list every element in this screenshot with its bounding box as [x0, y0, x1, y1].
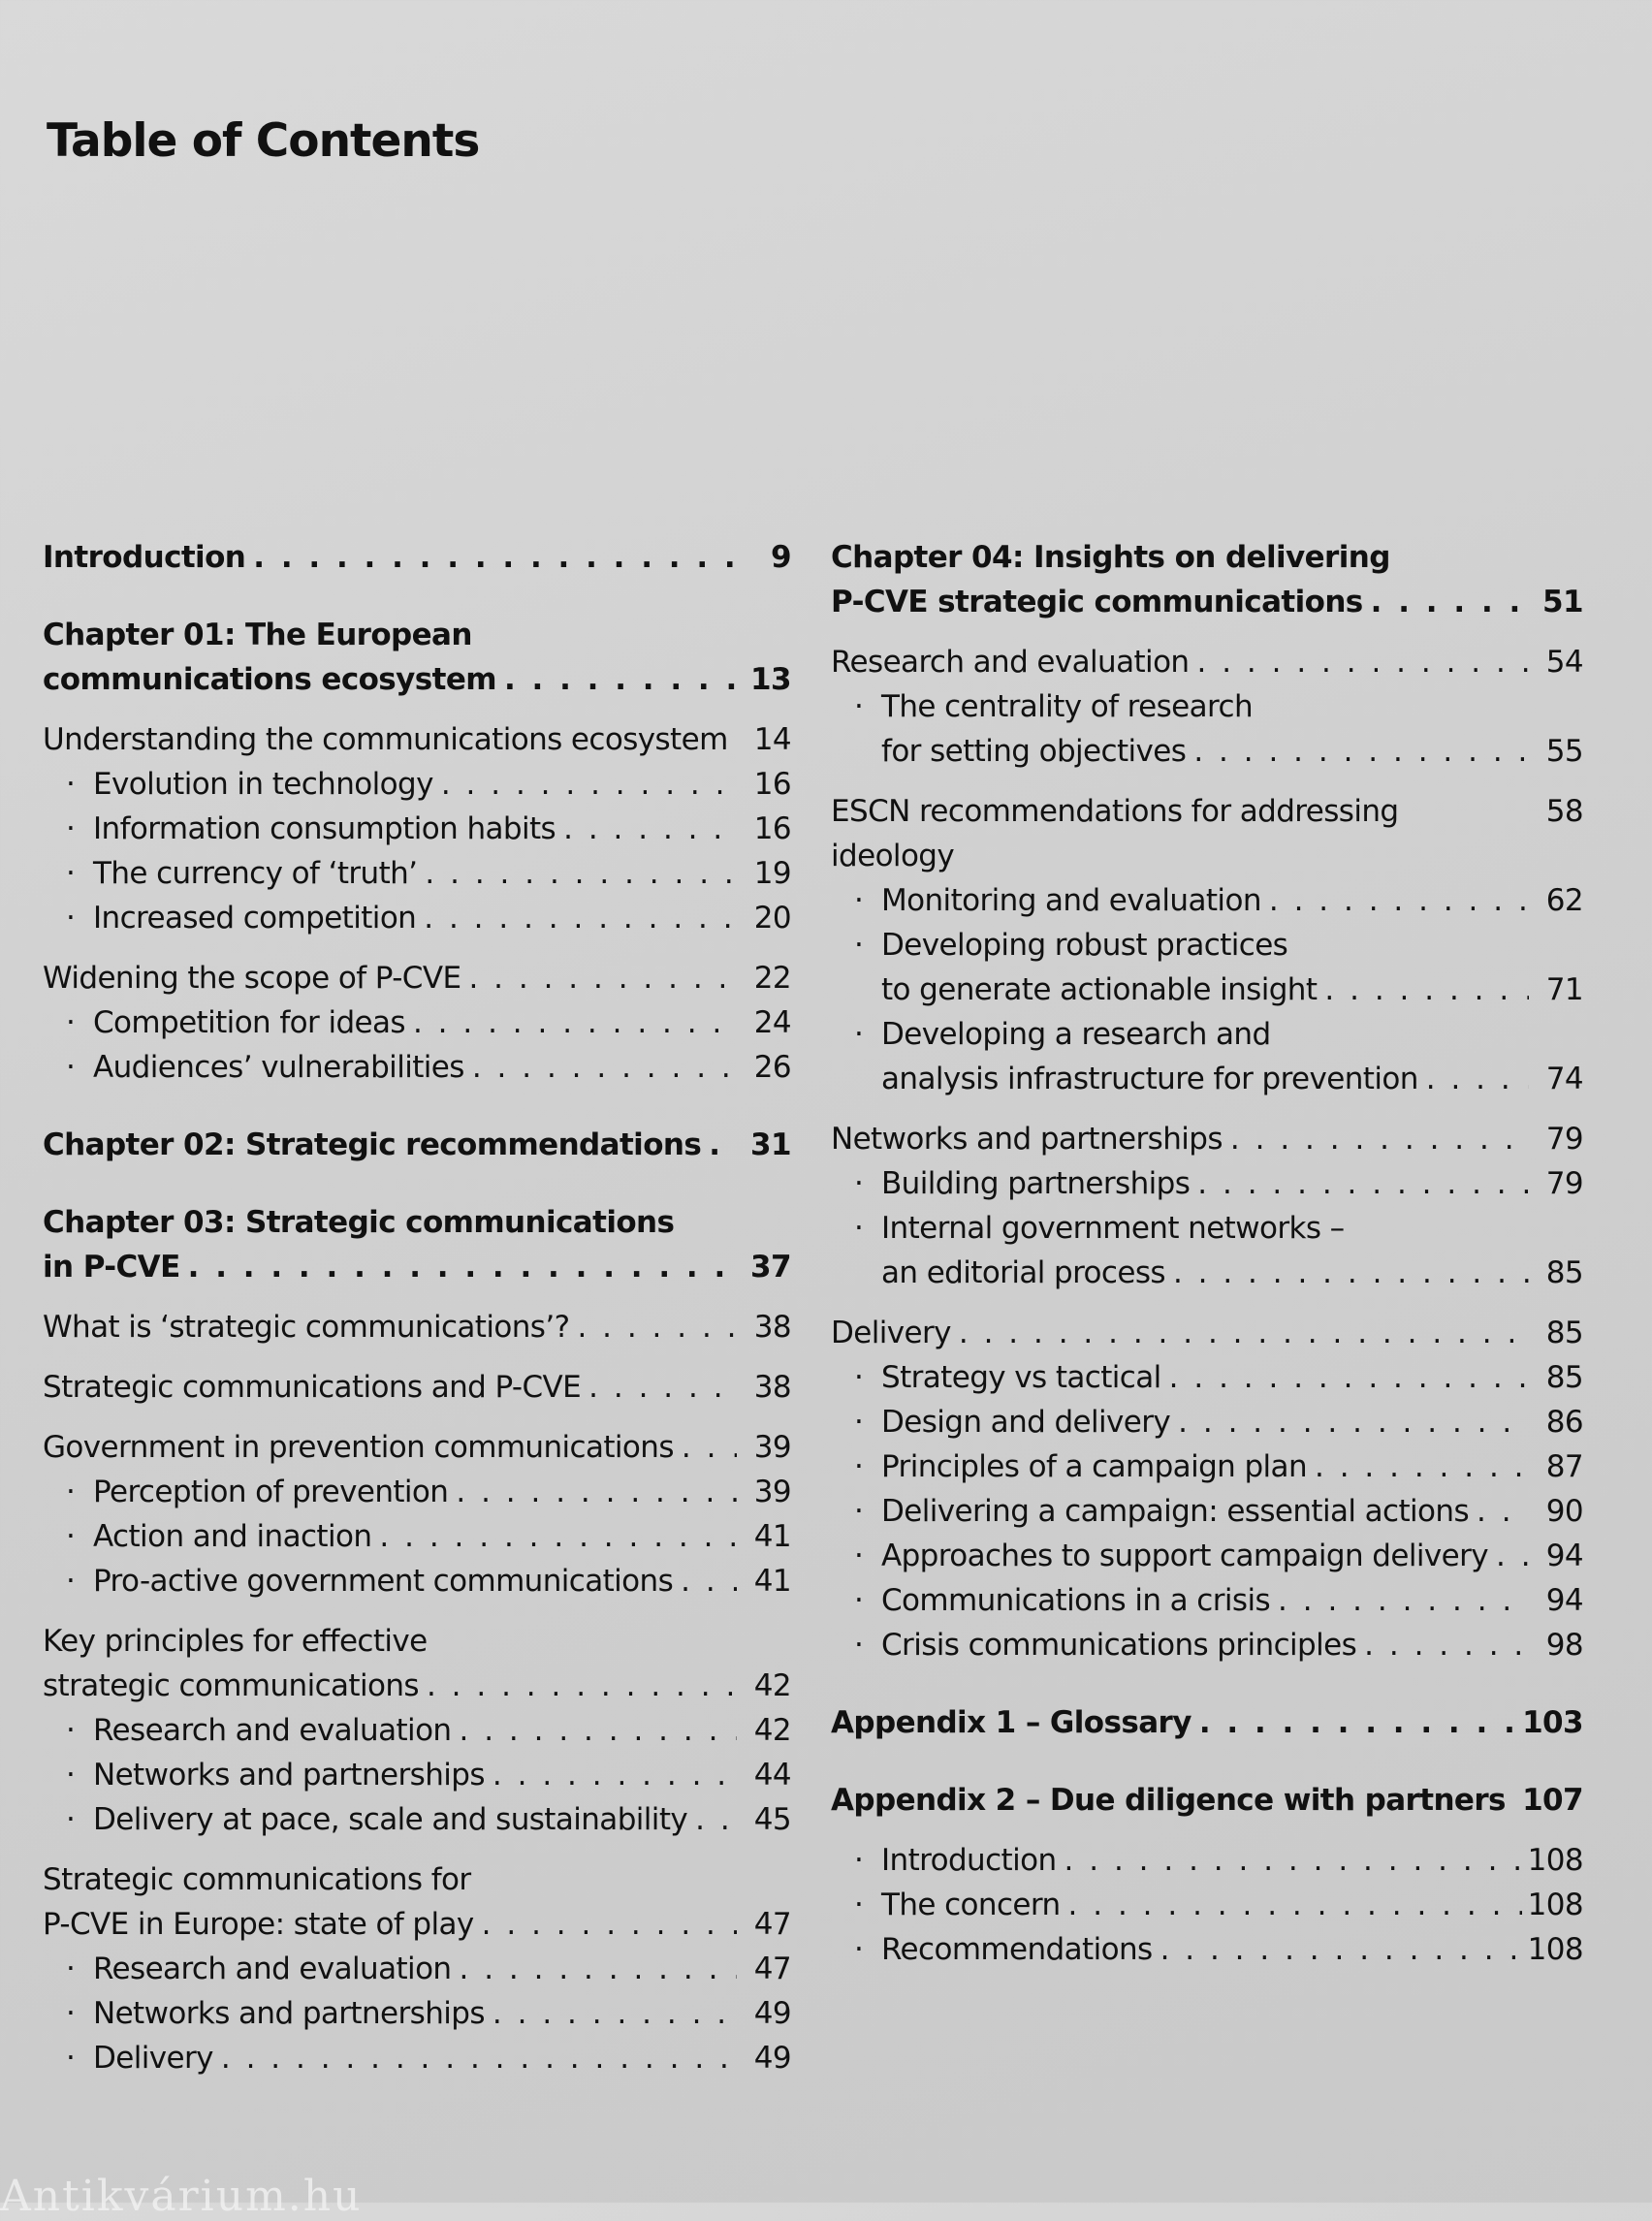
dot-leader	[1315, 1444, 1529, 1489]
dot-leader	[492, 1991, 737, 2036]
dot-leader	[1364, 1623, 1529, 1667]
page-number: 42	[753, 1668, 791, 1703]
toc-entry-networks-and-partnerships[interactable]	[43, 1991, 791, 2036]
page-number: 13	[750, 662, 791, 697]
page-number: 98	[1545, 1628, 1583, 1663]
dot-leader	[1199, 1700, 1516, 1745]
toc-entry-strategy-vs-tactical[interactable]	[831, 1355, 1583, 1400]
toc-entry-title: · Recommendations	[881, 1932, 1153, 1967]
toc-entry-appendix-1-glossary[interactable]	[831, 1700, 1583, 1745]
toc-entry-recommendations[interactable]	[831, 1927, 1583, 1972]
dot-leader	[681, 1559, 737, 1603]
toc-entry-introduction[interactable]	[831, 1838, 1583, 1883]
page-number: 39	[753, 1475, 791, 1509]
toc-entry-title: Research and evaluation	[831, 645, 1190, 680]
dot-leader	[1064, 1838, 1522, 1883]
toc-entry-title: Appendix 2 – Due diligence with partners	[831, 1783, 1506, 1818]
page-number: 37	[750, 1250, 791, 1285]
page-number: 86	[1545, 1405, 1583, 1440]
dot-leader	[1230, 1117, 1529, 1161]
toc-entry-title: · Principles of a campaign plan	[881, 1449, 1308, 1484]
dot-leader	[1173, 1251, 1529, 1295]
dot-leader	[1426, 1057, 1529, 1101]
page-number: 14	[753, 722, 791, 757]
toc-entry-chapter-01-the-european-communications-ecosystem[interactable]	[43, 613, 791, 702]
page-number: 107	[1522, 1783, 1583, 1818]
toc-entry-what-is-strategic-communications[interactable]	[43, 1305, 791, 1349]
dot-leader	[504, 657, 737, 702]
toc-entry-the-currency-of-truth[interactable]	[43, 851, 791, 896]
page-number: 90	[1545, 1494, 1583, 1529]
dot-leader	[1371, 580, 1529, 624]
toc-entry-audiences-vulnerabilities[interactable]	[43, 1045, 791, 1090]
toc-entry-title: Key principles for effective	[43, 1624, 428, 1659]
toc-entry-the-centrality-of-research-for-setting-objectives[interactable]	[831, 684, 1583, 774]
dot-leader	[221, 2036, 737, 2080]
page-number: 22	[753, 961, 791, 996]
dot-leader	[459, 1708, 737, 1753]
watermark: Antikvárium.hu	[0, 2172, 363, 2221]
toc-entry-action-and-inaction[interactable]	[43, 1514, 791, 1559]
page-number: 19	[753, 856, 791, 891]
page-number: 41	[753, 1564, 791, 1599]
toc-entry-title: Chapter 04: Insights on delivering	[831, 540, 1390, 575]
toc-entry-title: Chapter 01: The European	[43, 618, 472, 652]
toc-entry-title: · Crisis communications principles	[881, 1628, 1357, 1663]
toc-entry-communications-in-a-crisis[interactable]	[831, 1578, 1583, 1623]
toc-entry-title: · Networks and partnerships	[93, 1996, 485, 2031]
dot-leader	[1196, 640, 1529, 684]
toc-entry-title: ESCN recommendations for addressing ideology	[831, 794, 1399, 873]
page-number: 47	[753, 1951, 791, 1986]
dot-leader	[379, 1514, 737, 1559]
toc-entry-title: · Research and evaluation	[93, 1951, 452, 1986]
page-number: 71	[1545, 972, 1583, 1007]
toc-entry-approaches-to-support-campaign-delivery[interactable]	[831, 1534, 1583, 1578]
toc-entry-networks-and-partnerships[interactable]	[43, 1753, 791, 1797]
dot-leader	[1324, 968, 1529, 1012]
toc-entry-title: P-CVE strategic communications	[831, 585, 1363, 619]
toc-entry-title: · Pro-active government communications	[93, 1564, 674, 1599]
toc-entry-title: Networks and partnerships	[831, 1122, 1223, 1157]
toc-right-column	[831, 535, 1583, 1972]
toc-entry-key-principles-for-effective-strategic-communications[interactable]	[43, 1619, 791, 1708]
page-number: 51	[1542, 585, 1583, 619]
dot-leader	[456, 1470, 737, 1514]
toc-entry-title: · Networks and partnerships	[93, 1758, 485, 1793]
dot-leader	[682, 1425, 737, 1470]
page-title: Table of Contents	[47, 114, 480, 168]
toc-entry-title: · Competition for ideas	[93, 1005, 405, 1040]
toc-entry-title: · The centrality of research	[881, 689, 1253, 724]
toc-entry-title: Chapter 03: Strategic communications	[43, 1205, 675, 1240]
toc-entry-title: · Design and delivery	[881, 1405, 1171, 1440]
toc-entry-design-and-delivery[interactable]	[831, 1400, 1583, 1444]
page-number: 49	[753, 2041, 791, 2076]
toc-entry-title: Introduction	[43, 540, 246, 575]
dot-leader	[413, 1000, 737, 1045]
dot-leader	[424, 896, 737, 940]
toc-entry-title: · Action and inaction	[93, 1519, 372, 1554]
toc-entry-delivering-a-campaign-essential-actions[interactable]	[831, 1489, 1583, 1534]
toc-entry-government-in-prevention-communications[interactable]	[43, 1425, 791, 1470]
page-number: 38	[753, 1310, 791, 1345]
toc-left-column	[43, 535, 791, 2080]
toc-entry-title: · The concern	[881, 1888, 1061, 1922]
toc-entry-title: for setting objectives	[881, 734, 1187, 769]
dot-leader	[188, 1245, 737, 1289]
toc-entry-developing-robust-practices-to-generate-actionable-insight[interactable]	[831, 923, 1583, 1012]
toc-entry-title: · Audiences’ vulnerabilities	[93, 1050, 464, 1085]
toc-entry-title: in P-CVE	[43, 1250, 180, 1285]
toc-entry-title: Appendix 1 – Glossary	[831, 1705, 1191, 1740]
toc-entry-title: Understanding the communications ecosystem	[43, 722, 728, 757]
dot-leader	[709, 1123, 737, 1167]
toc-entry-title: · Increased competition	[93, 901, 417, 936]
toc-entry-title: · Delivering a campaign: essential actions	[881, 1494, 1470, 1529]
toc-entry-title: analysis infrastructure for prevention	[881, 1062, 1418, 1096]
page-number: 108	[1527, 1932, 1583, 1967]
dot-leader	[577, 1305, 737, 1349]
dot-leader	[482, 1902, 737, 1947]
toc-entry-strategic-communications-for-p-cve-in-europe-state-of-play[interactable]	[43, 1857, 791, 1947]
page-number: 85	[1545, 1316, 1583, 1350]
page-number: 24	[753, 1005, 791, 1040]
toc-entry-strategic-communications-and-p-cve[interactable]	[43, 1365, 791, 1410]
dot-leader	[959, 1311, 1529, 1355]
page-number: 9	[771, 540, 791, 575]
dot-leader	[253, 535, 737, 580]
toc-entry-information-consumption-habits[interactable]	[43, 807, 791, 851]
dot-leader	[427, 1664, 737, 1708]
toc-entry-title: Government in prevention communications	[43, 1430, 674, 1465]
toc-entry-title: Widening the scope of P-CVE	[43, 961, 461, 996]
toc-entry-title: · Developing robust practices	[881, 928, 1288, 963]
toc-entry-title: · Delivery	[93, 2041, 213, 2076]
toc-entry-research-and-evaluation[interactable]	[43, 1708, 791, 1753]
page-number: 87	[1545, 1449, 1583, 1484]
dot-leader	[1197, 1161, 1529, 1206]
toc-entry-title: What is ‘strategic communications’?	[43, 1310, 570, 1345]
toc-entry-perception-of-prevention[interactable]	[43, 1470, 791, 1514]
toc-entry-title: · Evolution in technology	[93, 767, 433, 802]
dot-leader	[472, 1045, 737, 1090]
toc-entry-pro-active-government-communications[interactable]	[43, 1559, 791, 1603]
toc-entry-title: · Delivery at pace, scale and sustainability	[93, 1802, 688, 1837]
toc-entry-title: · Research and evaluation	[93, 1713, 452, 1748]
toc-entry-title: · Building partnerships	[881, 1166, 1191, 1201]
toc-entry-title: to generate actionable insight	[881, 972, 1318, 1007]
page-number: 16	[753, 767, 791, 802]
page-number: 103	[1522, 1705, 1583, 1740]
page-number: 39	[753, 1430, 791, 1465]
dot-leader	[1068, 1883, 1522, 1927]
toc-entry-introduction[interactable]	[43, 535, 791, 580]
page-number: 79	[1545, 1122, 1583, 1157]
toc-entry-research-and-evaluation[interactable]	[831, 640, 1583, 684]
toc-entry-chapter-04-insights-on-delivering-p-cve-strategic-communications[interactable]	[831, 535, 1583, 624]
page-number: 20	[753, 901, 791, 936]
dot-leader	[563, 807, 737, 851]
page-number: 47	[753, 1907, 791, 1942]
toc-entry-title: P-CVE in Europe: state of play	[43, 1907, 474, 1942]
toc-entry-title: an editorial process	[881, 1255, 1165, 1290]
page-number: 108	[1527, 1888, 1583, 1922]
dot-leader	[1278, 1578, 1529, 1623]
page-number: 55	[1545, 734, 1583, 769]
toc-entry-title: · Introduction	[881, 1843, 1057, 1878]
toc-entry-building-partnerships[interactable]	[831, 1161, 1583, 1206]
toc-entry-delivery[interactable]	[43, 2036, 791, 2080]
toc-entry-title: · Perception of prevention	[93, 1475, 449, 1509]
toc-entry-widening-the-scope-of-p-cve[interactable]	[43, 956, 791, 1000]
toc-entry-title: · Internal government networks –	[881, 1211, 1345, 1246]
dot-leader	[588, 1365, 737, 1410]
toc-entry-title: Strategic communications and P-CVE	[43, 1370, 582, 1405]
dot-leader	[1160, 1927, 1522, 1972]
toc-entry-title: · Information consumption habits	[93, 811, 556, 846]
toc-entry-title: · Communications in a crisis	[881, 1583, 1271, 1618]
toc-entry-internal-government-networks-an-editorial-process[interactable]	[831, 1206, 1583, 1295]
toc-entry-appendix-2-due-diligence-with-partners[interactable]	[831, 1778, 1583, 1823]
toc-entry-delivery-at-pace-scale-and-sustainability[interactable]	[43, 1797, 791, 1842]
page-number: 41	[753, 1519, 791, 1554]
toc-entry-principles-of-a-campaign-plan[interactable]	[831, 1444, 1583, 1489]
page-number: 62	[1545, 883, 1583, 918]
toc-entry-delivery[interactable]	[831, 1311, 1583, 1355]
toc-entry-monitoring-and-evaluation[interactable]	[831, 878, 1583, 923]
toc-entry-evolution-in-technology[interactable]	[43, 762, 791, 807]
dot-leader	[1269, 878, 1529, 923]
dot-leader	[695, 1797, 737, 1842]
page-number: 74	[1545, 1062, 1583, 1096]
toc-entry-chapter-02-strategic-recommendations[interactable]	[43, 1123, 791, 1167]
page-number: 79	[1545, 1166, 1583, 1201]
page-number: 16	[753, 811, 791, 846]
page-number: 45	[753, 1802, 791, 1837]
page-number: 108	[1527, 1843, 1583, 1878]
toc-entry-the-concern[interactable]	[831, 1883, 1583, 1927]
dot-leader	[441, 762, 737, 807]
toc-entry-title: Delivery	[831, 1316, 951, 1350]
toc-entry-research-and-evaluation[interactable]	[43, 1947, 791, 1991]
page-number: 85	[1545, 1255, 1583, 1290]
page-number: 42	[753, 1713, 791, 1748]
toc-entry-title: · Developing a research and	[881, 1017, 1271, 1052]
page-number: 38	[753, 1370, 791, 1405]
toc-entry-title: · Monitoring and evaluation	[881, 883, 1261, 918]
page-number: 58	[1545, 794, 1583, 829]
toc-entry-title: Strategic communications for	[43, 1862, 471, 1897]
page-number: 31	[750, 1127, 791, 1162]
toc-entry-title: communications ecosystem	[43, 662, 496, 697]
toc-entry-title: strategic communications	[43, 1668, 419, 1703]
dot-leader	[1513, 1778, 1516, 1823]
page-number: 85	[1545, 1360, 1583, 1395]
toc-entry-title: Chapter 02: Strategic recommendations	[43, 1127, 702, 1162]
page-number: 26	[753, 1050, 791, 1085]
dot-leader	[736, 717, 737, 762]
toc-entry-developing-a-research-and-analysis-infrastructure-for-prevention[interactable]	[831, 1012, 1583, 1101]
toc-entry-escn-recommendations-for-addressing-ideology[interactable]	[831, 789, 1583, 878]
toc-entry-competition-for-ideas[interactable]	[43, 1000, 791, 1045]
toc-entry-crisis-communications-principles[interactable]	[831, 1623, 1583, 1667]
page-number: 54	[1545, 645, 1583, 680]
dot-leader	[492, 1753, 737, 1797]
dot-leader	[1178, 1400, 1529, 1444]
dot-leader	[1477, 1489, 1529, 1534]
page-number: 49	[753, 1996, 791, 2031]
dot-leader	[1193, 729, 1529, 774]
toc-entry-networks-and-partnerships[interactable]	[831, 1117, 1583, 1161]
dot-leader	[459, 1947, 737, 1991]
toc-entry-increased-competition[interactable]	[43, 896, 791, 940]
toc-entry-understanding-the-communications-ecosystem[interactable]	[43, 717, 791, 762]
dot-leader	[425, 851, 737, 896]
page-number: 44	[753, 1758, 791, 1793]
page-number: 94	[1545, 1583, 1583, 1618]
dot-leader	[468, 956, 737, 1000]
dot-leader	[1496, 1534, 1529, 1578]
toc-entry-title: · Approaches to support campaign delivery	[881, 1539, 1488, 1573]
toc-entry-title: · Strategy vs tactical	[881, 1360, 1161, 1395]
dot-leader	[1169, 1355, 1529, 1400]
toc-entry-chapter-03-strategic-communications-in-p-cve[interactable]	[43, 1200, 791, 1289]
toc-entry-title: · The currency of ‘truth’	[93, 856, 418, 891]
page-number: 94	[1545, 1539, 1583, 1573]
